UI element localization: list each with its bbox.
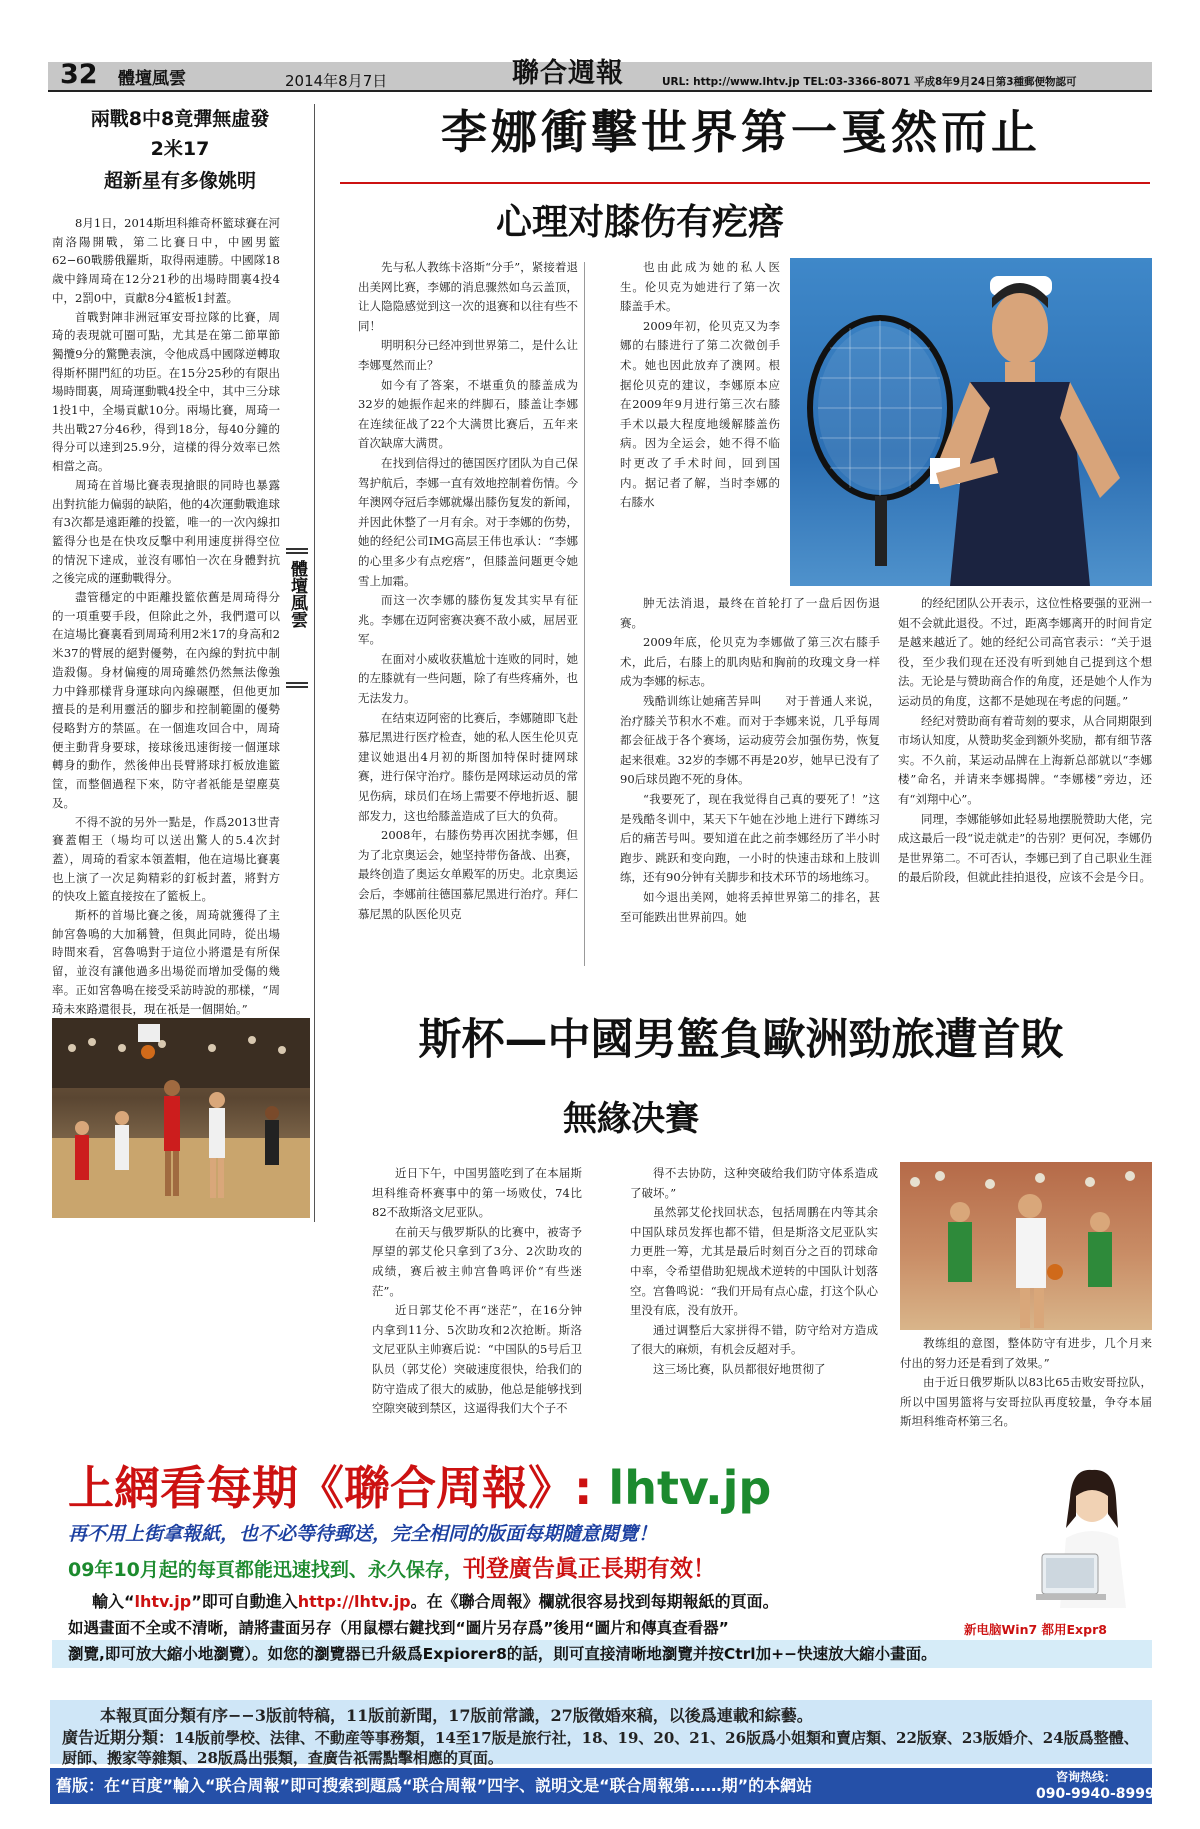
ad-title-part: 》: (528, 1461, 609, 1515)
sidebar (50, 104, 310, 198)
footer-text: 舊版：在“百度”輸入“联合周報”即可搜索到題爲“联合周報”四字、説明文是“联合周報第……期”的本網站 (56, 1776, 813, 1795)
page-number: 32 (60, 59, 98, 90)
article1-column-2-bottom (620, 594, 880, 927)
notice-text: 14版前學校、法律、不動産等事務類，14至17版是旅行社，18、19、20、21、26版爲小姐類和賣店類、22版寮、23版婚介、24版爲整體、厨師、搬家等雜類、28版爲出張類，查廣告祇需點擊相應的頁面。 (62, 1729, 1139, 1767)
sidebar-headline-2: 2米17 (150, 138, 210, 160)
ad-line-1: 再不用上街拿報紙，也不必等待郵送，完全相同的版面每期隨意閱覽！ (68, 1523, 658, 1545)
article-paragraph: 虽然郭艾伦找回状态，包括周鹏在内等其余中国队球员发挥也都不错，但是斯洛文尼亚队实力更胜一筹，尤其是最后时刻百分之百的罚球命中率，令希望借助犯规战术逆转的中国队计划落空。宫鲁鸣说：“我们开局有点心虚，打这个队心里没有底，没有放开。 (630, 1205, 878, 1318)
article-paragraph: 这三场比赛，队员都很好地贯彻了 (653, 1361, 826, 1376)
footer-hotline-label: 咨询热线： (1056, 1770, 1117, 1784)
article-paragraph: 在前天与俄罗斯队的比赛中，被寄予厚望的郭艾伦只拿到了3分、2次助攻的成绩，赛后被主帅宫鲁鸣评价“有些迷茫”。 (372, 1224, 582, 1298)
sidebar-vertical-label: 體壇風雲 (286, 548, 308, 688)
article-paragraph: 近日下午，中国男篮吃到了在本届斯坦科维奇杯赛事中的第一场败仗，74比82不敌斯洛文尼亚队。 (372, 1166, 582, 1220)
article-paragraph: 而这一次李娜的膝伤复发其实早有征兆。李娜在迈阿密赛决赛不敌小威，屈居亚军。 (358, 593, 578, 647)
ad-title-name: 聯合周報 (344, 1461, 528, 1515)
sidebar-headline-3: 超新星有多像姚明 (103, 170, 256, 192)
article-paragraph: 在面对小威收获尴尬十连败的同时，她的左膝就有一些问题，除了有些疼痛外，也无法发力。 (358, 651, 578, 706)
article-paragraph: 如今有了答案，不堪重负的膝盖成为32岁的她振作起来的绊脚石，膝盖让李娜在连续征战了22个大满贯比赛后，五年来首次缺席大满贯。 (358, 377, 578, 451)
column-divider (584, 262, 585, 966)
ad-line-3: 輸入“lhtv.jp”即可自動進入http://lhtv.jp。在《聯合周報》欄就很容易找到每期報紙的頁面。 (92, 1592, 779, 1611)
ad-note: 新电脑Win7 都用Expr8 (964, 1622, 1107, 1637)
article-paragraph: 先与私人教练卡洛斯“分手”，紧接着退出美网比赛，李娜的消息骤然如乌云盖顶，让人隐隐感觉到这一次的退赛和以往有些不同！ (358, 260, 578, 333)
article-paragraph: 残酷训练让她痛苦异叫 对于普通人来说，治疗膝关节积水不难。而对于李娜来说，几乎每周都会征战于各个赛场，运动疲劳会加强伤势，恢复起来很难。32岁的李娜不再是20岁，她早已没有了90后球员跑不死的身体。 (620, 693, 880, 787)
sidebar-paragraph: 不得不說的另外一點是，作爲2013世青賽蓋帽王（場均可以送出驚人的5.4次封蓋），周琦的看家本領蓋帽，他在這場比賽裏也上演了一次足夠精彩的釘板封蓋，將對方的快攻上籃直接按在了籃板上。 (52, 814, 280, 904)
header-info: URL: http://www.lhtv.jp TEL:03-3366-8071 平成8年9月24日第3種郵便物認可 (662, 76, 1077, 88)
sidebar-paragraph: 8月1日，2014斯坦科維奇杯籃球賽在河南洛陽開戰，第二比賽日中，中國男籃62−60戰勝俄羅斯，取得兩連勝。中國隊18歲中鋒周琦在12分21秒的出場時間裏4投4中，2罰0中，貢獻8分4籃板1封蓋。 (52, 216, 280, 305)
masthead: 聯合週報 (512, 58, 624, 89)
article1-column-3 (898, 594, 1152, 888)
article1-subheadline: 心理对膝伤有疙瘩 (495, 201, 784, 243)
notice-line-1: 本報頁面分類有序−−3版前特稿，11版前新聞，17版前常識，27版徵婚來稿，以後爲連載和綜藝。 (100, 1706, 813, 1725)
article2-column-3 (900, 1334, 1152, 1432)
notice-label: 廣告近期分類： (62, 1728, 175, 1747)
tennis-player-photo (790, 258, 1152, 586)
article-paragraph: 由于近日俄罗斯队以83比65击败安哥拉队，所以中国男篮将与安哥拉队再度较量，争夺本届斯坦科维奇杯第三名。 (900, 1375, 1152, 1429)
ad-title-part: 上網看每期《 (68, 1461, 344, 1515)
article1-headline: 李娜衝擊世界第一戛然而止 (441, 105, 1041, 159)
sidebar-paragraph: 盡管穩定的中距離投籃依舊是周琦得分的一項重要手段，但除此之外，我們還可以在這場比賽裏看到周琦利用2米17的身高和2米37的臂展的絕對優勢，在內線的對抗中制造殺傷。身材偏瘦的周琦雖然仍然無法像強力中鋒那樣背身運球向內線碾壓，但他更加擅長的是利用靈活的腳步和控制範圍的優勢侵略對方的禁區。在一個進攻回合中，周琦便主動背身要球，接球後迅速街接一個運球轉身的動作，然後伸出長臂將球打板放進籃筐，而整個過程下來，防守者祇能是望塵莫及。 (52, 590, 280, 810)
sidebar-paragraph: 首戰對陣非洲冠軍安哥拉隊的比賽，周琦的表現就可圈可點，尤其是在第二節單節獨攬9分的驚艷表演，令他成爲中國隊逆轉取得斯杯開門紅的功臣。在15分25秒的有限出場時間裏，周琦運動戰4投全中，其中三分球1投1中，全場貢獻10分。兩場比賽，周琦一共出戰27分46秒，得到18分，每40分鐘的得分可以達到25.9分，這樣的得分效率已然相當之高。 (52, 309, 280, 474)
article-paragraph: 肿无法消退，最终在首轮打了一盘后因伤退赛。 (620, 596, 880, 630)
ad-url-short[interactable]: lhtv.jp (134, 1592, 192, 1611)
article-paragraph: 在结束迈阿密的比赛后，李娜随即飞赴慕尼黑进行医疗检查，她的私人医生伦贝克建议她退出4月初的斯图加特保时捷网球赛，进行保守治疗。膝伤是网球运动员的常见伤病，球员们在场上需要不停地折返、腿部发力，这也给膝盖造成了巨大的负荷。 (358, 710, 578, 823)
column-divider (314, 104, 315, 1222)
article2-column-1 (372, 1164, 582, 1419)
ad-illustration (1032, 1458, 1152, 1608)
article2-subheadline: 無緣决賽 (563, 1099, 699, 1139)
article-paragraph: 也由此成为她的私人医生。伦贝克为她进行了第一次膝盖手术。 (620, 260, 780, 314)
china-basketball-photo (900, 1162, 1152, 1330)
article1-column-1 (358, 258, 578, 924)
article-paragraph: 明明积分已经冲到世界第二，是什么让李娜戛然而止？ (358, 338, 578, 372)
article-paragraph: 2008年，右膝伤势再次困扰李娜，但为了北京奥运会，她坚持带伤备战、出赛，最终创造了奥运女单殿军的历史。北京奥运会后，李娜前往德国慕尼黑进行治疗。拜仁慕尼黑的队医伦贝克 (358, 828, 578, 921)
ad-line-4: 如遇畫面不全或不清晰，請將畫面另存（用鼠標右鍵找到“圖片另存爲”後用“圖片和傳真查看器” (68, 1619, 729, 1637)
ad-title-url[interactable]: lhtv.jp (608, 1461, 772, 1515)
ad-title (68, 1458, 771, 1518)
article-paragraph: 教练组的意图，整体防守有进步，几个月来付出的努力还是看到了效果。” (900, 1336, 1152, 1370)
sidebar-body (52, 214, 280, 1018)
article-paragraph: 2009年初，伦贝克又为李娜的右膝进行了第二次微创手术。她也因此放弃了澳网。根据伦贝克的建议，李娜原本应在2009年9月进行第三次右膝手术以最大程度地缓解膝盖伤病。因为全运会，她不得不临时更改了手术时间，回到国内。据记者了解，当时李娜的右膝水 (620, 318, 780, 510)
notice-line-2 (62, 1728, 1142, 1768)
article-paragraph: 经纪对赞助商有着苛刻的要求，从合同期限到市场认知度，从赞助奖金到额外奖励，都有细节落实。不久前，某运动品牌在上海新总部就以“李娜楼”命名，并请来李娜揭牌。“李娜楼”旁边，还有“刘翔中心”。 (898, 713, 1152, 806)
article2-column-2 (630, 1164, 878, 1380)
article-paragraph: 在找到信得过的德国医疗团队为自己保驾护航后，李娜一直有效地控制着伤情。今年澳网夺冠后李娜就爆出膝伤复发的新闻，并因此休整了一月有余。对于李娜的伤势，她的经纪公司IMG高层王伟也承认：“李娜的心里多少有点疙瘩”，但膝盖问题更令她雪上加霜。 (358, 455, 578, 588)
header-date: 2014年8月7日 (285, 72, 388, 90)
basketball-photo (52, 1018, 310, 1218)
article-paragraph: 通过调整后大家拼得不错，防守给对方造成了很大的麻烦，有机会反超对手。 (630, 1322, 878, 1357)
ad-line-2 (68, 1554, 716, 1585)
article-paragraph: 同理，李娜能够如此轻易地摆脱赞助大佬，完成这最后一段“说走就走”的告别？更何况，李娜仍是世界第二。不可否认，李娜已到了自己职业生涯的最后阶段，但就此挂拍退役，应该不会是今日。 (898, 811, 1152, 885)
sidebar-paragraph: 周琦在首場比賽表現搶眼的同時也暴露出對抗能力偏弱的缺陷，他的4次運動戰進球有3次都是遠距離的投籃，唯一的一次內線扣籃得分也是在快攻反擊中利用速度拼得空位的情況下達成，並沒有哪怕一次在身體對抗之後完成的運動戰得分。 (52, 477, 280, 586)
sidebar-headline-1: 兩戰8中8竟彈無虛發 (90, 108, 270, 130)
article-paragraph: “我要死了，现在我觉得自己真的要死了！”这是残酷冬训中，某天下午她在沙地上进行下蹲练习后的痛苦号叫。要知道在此之前李娜经历了半小时跑步、跳跃和变向跑，一小时的快速击球和上肢训练，还有90分钟有关脚步和技术环节的场地练习。 (620, 791, 880, 885)
article-paragraph: 近日郭艾伦不再“迷茫”，在16分钟内拿到11分、5次助攻和2次抢断。斯洛文尼亚队主帅赛后说：“中国队的5号后卫队员（郭艾伦）突破速度很快，给我们的防守造成了很大的威胁，他总是能够找到空隙突破到禁区，这逼得我们大个子不 (372, 1303, 582, 1416)
ad-line-5: 瀏覽,即可放大縮小地瀏覽）。如您的瀏覽器已升級爲Expiorer8的話，則可直接清晰地瀏覽并按Ctrl加+−快速放大縮小畫面。 (52, 1640, 1152, 1668)
article-paragraph: 如今退出美网，她将丢掉世界第二的排名，甚至可能跌出世界前四。她 (620, 889, 880, 924)
ad-line-2a: 09年10月起的每頁都能迅速找到、永久保存， (68, 1559, 463, 1581)
article-paragraph: 2009年底，伦贝克为李娜做了第三次右膝手术，此后，右膝上的肌肉贴和胸前的玫瑰文身一样成为李娜的标志。 (620, 635, 880, 689)
headline-rule (340, 182, 1150, 184)
article2-headline: 斯杯—中國男籃負歐洲勁旅遭首敗 (418, 1015, 1064, 1065)
section-title: 體壇風雲 (118, 69, 186, 89)
ad-url-link[interactable]: http://lhtv.jp (297, 1592, 411, 1611)
ad-line-2b: 刊登廣告眞正長期有效！ (462, 1556, 716, 1582)
article1-column-2-top (620, 258, 780, 513)
article-paragraph: 的经纪团队公开表示，这位性格要强的亚洲一姐不会就此退役。不过，距离李娜离开的时间肯定是越来越近了。她的经纪公司高官表示：“关于退役，至少我们现在还没有听到她自己提到这个想法。无论是与赞助商合作的角度，还是她个人作为运动员的角度，这都不是她现在考虑的问题。” (898, 596, 1152, 708)
sidebar-paragraph: 斯杯的首場比賽之後，周琦就獲得了主帥宮魯鳴的大加稱贊，但與此同時，從出場時間來看，宮魯鳴對于這位小將還是有所保留，並沒有讓他過多出場從而增加受傷的幾率。正如宮魯鳴在接受采訪時說的那樣，“周琦未來路還很長，現在祇是一個開始。” (52, 908, 280, 1016)
footer-hotline[interactable]: 090-9940-8999 (1036, 1786, 1155, 1802)
article-paragraph: 得不去协防，这种突破给我们防守体系造成了破坏。” (630, 1166, 878, 1200)
